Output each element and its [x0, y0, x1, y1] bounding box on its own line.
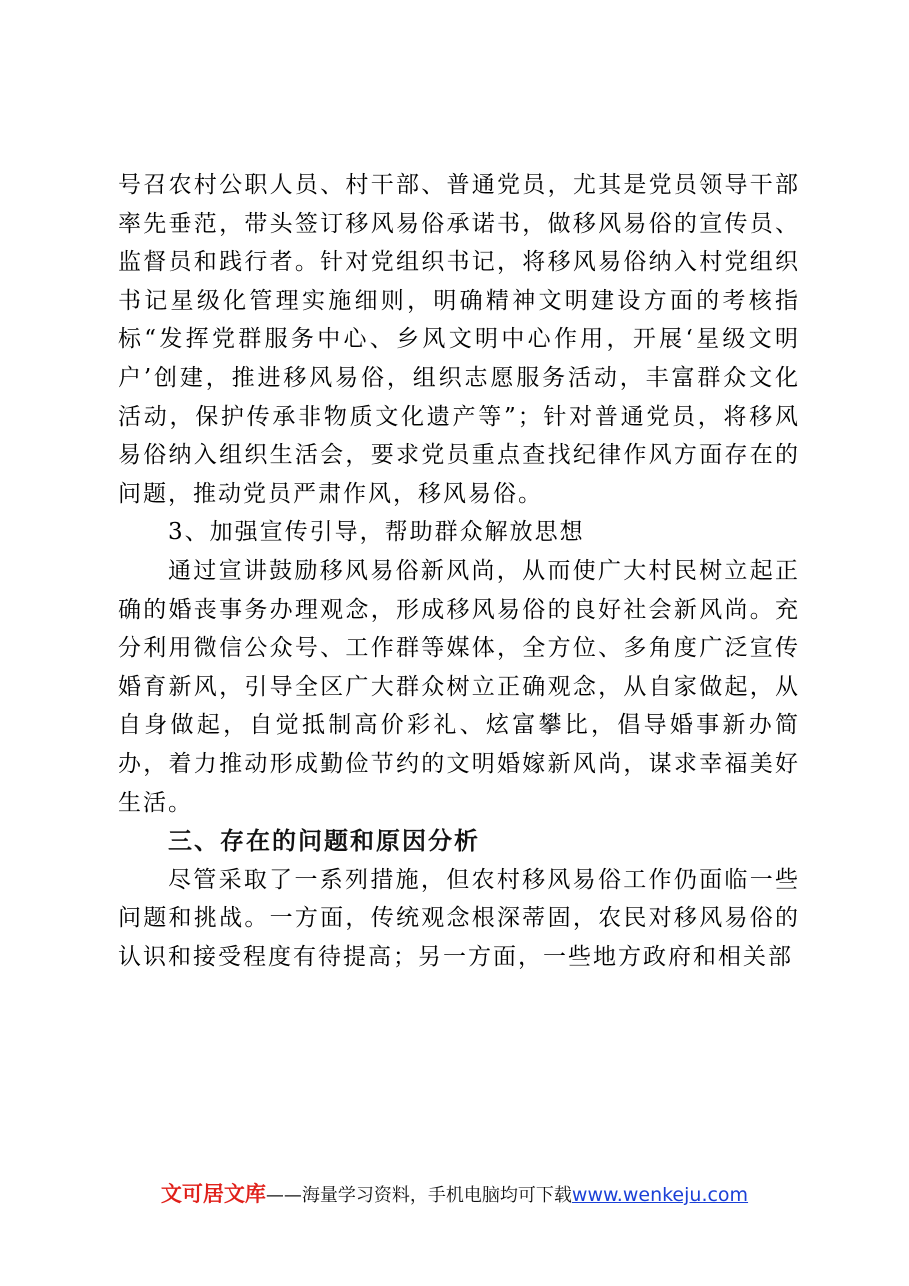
page-footer — [0, 1180, 909, 1210]
paragraph-continuation: 号召农村公职人员、村干部、普通党员，尤其是党员领导干部率先垂范，带头签订移风易俗承诺书，做移风易俗的宣传员、监督员和践行者。针对党组织书记，将移风易俗纳入村党组织书记星级化管理实施细则，明确精神文明建设方面的考核指标“发挥党群服务中心、乡风文明中心作用，开展‘星级文明户’创建，推进移风易俗，组织志愿服务活动，丰富群众文化活动，保护传承非物质文化遗产等”；针对普通党员，将移风易俗纳入组织生活会，要求党员重点查找纪律作风方面存在的问题，推动党员严肃作风，移风易俗。 — [118, 172, 800, 507]
paragraph-problems: 尽管采取了一系列措施，但农村移风易俗工作仍面临一些问题和挑战。一方面，传统观念根深蒂固，农民对移风易俗的认识和接受程度有待提高；另一方面，一些地方政府和相关部 — [118, 866, 800, 970]
section-heading-problems: 三、存在的问题和原因分析 — [168, 827, 480, 856]
footer-dash: —— — [265, 1185, 302, 1206]
footer-description: 海量学习资料，手机电脑均可下载 — [301, 1185, 572, 1206]
subheading-publicity: 3、加强宣传引导，帮助群众解放思想 — [168, 519, 585, 546]
footer-link[interactable]: www.wenkeju.com — [571, 1184, 749, 1206]
document-body — [118, 166, 800, 976]
footer-brand: 文可居文库 — [160, 1182, 266, 1206]
paragraph-publicity: 通过宣讲鼓励移风易俗新风尚，从而使广大村民树立起正确的婚丧事务办理观念，形成移风易俗的良好社会新风尚。充分利用微信公众号、工作群等媒体，全方位、多角度广泛宣传婚育新风，引导全区广大群众树立正确观念，从自家做起，从自身做起，自觉抵制高价彩礼、炫富攀比，倡导婚事新办简办，着力推动形成勤俭节约的文明婚嫁新风尚，谋求幸福美好生活。 — [118, 557, 800, 816]
